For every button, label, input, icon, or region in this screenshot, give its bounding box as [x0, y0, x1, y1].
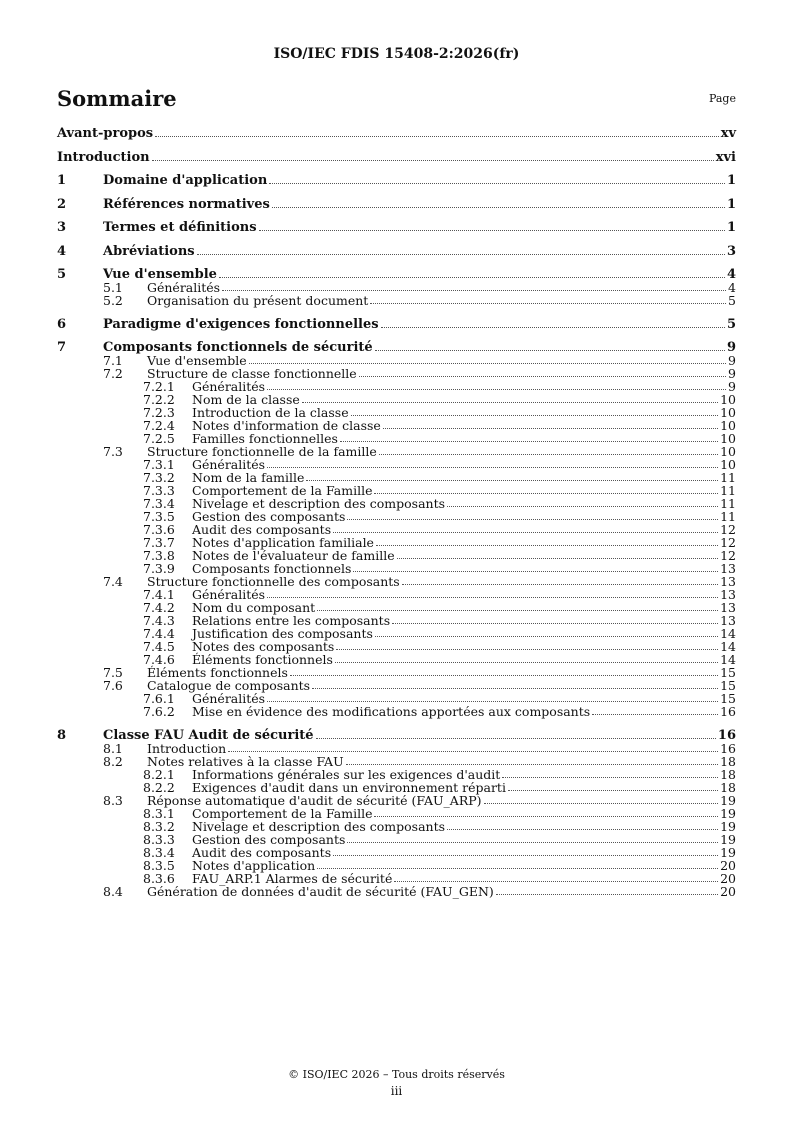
toc-entry-page: 4	[728, 280, 736, 295]
toc-leader-dots	[502, 776, 718, 778]
toc-entry-page: 9	[728, 353, 736, 368]
toc-entry-title: Informations générales sur les exigences d'audit	[192, 766, 501, 782]
toc-leader-dots	[484, 802, 719, 804]
toc-entry-number: 7.3.8	[143, 548, 175, 563]
toc-entry-page: 9	[728, 379, 736, 394]
toc-entry-number: 8	[57, 727, 67, 743]
toc-leader-dots	[379, 453, 718, 455]
toc-entry[interactable]	[57, 245, 736, 258]
toc-leader-dots	[375, 635, 718, 637]
toc-entry-number: 1	[57, 173, 67, 188]
toc-entry[interactable]	[57, 755, 736, 768]
toc-entry-page: 10	[720, 431, 736, 446]
toc-entry[interactable]	[57, 833, 736, 846]
page-column-label: Page	[708, 92, 736, 105]
toc-entry-number: 7.2.3	[143, 405, 175, 420]
toc-entry-number: 7.1	[103, 353, 123, 368]
toc-entry-number: 7.4	[103, 574, 123, 589]
toc-entry-title: Audit des composants	[192, 844, 332, 860]
toc-entry-number: 7.4.1	[143, 587, 175, 602]
toc-entry-page: 14	[720, 626, 736, 641]
toc-entry-page: 5	[726, 316, 736, 332]
toc-entry-page: 18	[720, 766, 736, 782]
toc-entry[interactable]	[57, 198, 736, 211]
toc-entry-number: 8.3.5	[143, 857, 175, 873]
toc-entry-title: Structure fonctionnelle des composants	[147, 574, 400, 589]
toc-entry-title: Nivelage et description des composants	[192, 496, 446, 511]
toc-entry-title: FAU_ARP.1 Alarmes de sécurité	[192, 870, 393, 886]
toc-entry-number: 7.4.4	[143, 626, 175, 641]
toc-entry-title: Éléments fonctionnels	[147, 665, 288, 680]
toc-entry-title: Vue d'ensemble	[103, 267, 217, 282]
toc-entry-title: Composants fonctionnels	[192, 561, 352, 576]
toc-entry-number: 7.3.4	[143, 496, 175, 511]
toc-leader-dots	[269, 182, 725, 184]
toc-entry-number: 8.3.2	[143, 818, 175, 834]
toc-leader-dots	[317, 609, 718, 611]
toc-leader-dots	[249, 362, 726, 364]
toc-entry-page: 3	[726, 243, 736, 259]
toc-leader-dots	[447, 828, 718, 830]
toc-entry-title: Audit des composants	[192, 522, 332, 537]
toc-entry-title: Notes d'application	[192, 857, 316, 873]
toc-entry-page: 16	[717, 727, 736, 743]
toc-entry-page: 13	[720, 587, 736, 602]
toc-entry-number: 2	[57, 196, 67, 212]
toc-entry-page: 19	[720, 818, 736, 834]
toc-leader-dots	[272, 206, 725, 208]
toc-entry-page: 10	[720, 444, 736, 459]
toc-entry-title: Notes relatives à la classe FAU	[147, 753, 344, 769]
toc-leader-dots	[383, 427, 718, 429]
toc-entry-title: Exigences d'audit dans un environnement réparti	[192, 779, 506, 795]
toc-entry-page: 14	[720, 639, 736, 654]
toc-leader-dots	[592, 713, 718, 715]
toc-entry-page: 9	[728, 366, 736, 381]
toc-entry[interactable]	[57, 221, 736, 234]
toc-entry-page: 15	[720, 691, 736, 706]
toc-leader-dots	[336, 648, 718, 650]
toc-leader-dots	[259, 229, 725, 231]
document-header: ISO/IEC FDIS 15408-2:2026(fr)	[273, 46, 520, 62]
toc-entry-number: 7.2.5	[143, 431, 175, 446]
toc-entry[interactable]	[57, 846, 736, 859]
toc-entry-page: 16	[720, 704, 736, 719]
toc-entry-title: Généralités	[147, 280, 221, 295]
toc-entry-page: 19	[720, 844, 736, 860]
toc-entry-number: 4	[57, 243, 67, 259]
toc-entry-title: Termes et définitions	[103, 220, 257, 235]
toc-entry-title: Structure fonctionnelle de la famille	[147, 444, 377, 459]
toc-entry[interactable]	[57, 807, 736, 820]
toc-entry-page: 15	[720, 678, 736, 693]
toc-entry-page: 9	[726, 340, 736, 355]
toc-entry-number: 8.3	[103, 792, 123, 808]
toc-entry-number: 8.3.1	[143, 805, 175, 821]
toc-leader-dots	[267, 596, 718, 598]
toc-entry-title: Notes de l'évaluateur de famille	[192, 548, 395, 563]
toc-leader-dots	[152, 159, 714, 161]
toc-entry-number: 8.1	[103, 740, 123, 756]
toc-leader-dots	[347, 518, 718, 520]
toc-entry[interactable]	[57, 294, 736, 307]
toc-entry-number: 7.5	[103, 665, 123, 680]
toc-entry-page: 12	[720, 535, 736, 550]
toc-entry[interactable]	[57, 872, 736, 885]
toc-entry-title: Familles fonctionnelles	[192, 431, 338, 446]
toc-entry-title: Classe FAU Audit de sécurité	[103, 727, 314, 743]
toc-entry-page: 11	[720, 483, 736, 498]
toc-entry-title: Généralités	[192, 457, 266, 472]
toc-entry-page: 10	[720, 392, 736, 407]
toc-entry-number: 8.2.1	[143, 766, 175, 782]
toc-entry-number: 8.2	[103, 753, 123, 769]
toc-entry-title: Nom du composant	[192, 600, 316, 615]
toc-entry[interactable]	[57, 127, 736, 140]
toc-entry[interactable]	[57, 742, 736, 755]
toc-leader-dots	[394, 880, 718, 882]
toc-leader-dots	[267, 466, 718, 468]
toc-entry-page: 20	[720, 857, 736, 873]
toc-entry[interactable]	[57, 885, 736, 898]
toc-entry-page: 19	[720, 805, 736, 821]
toc-entry-title: Introduction de la classe	[192, 405, 349, 420]
toc-leader-dots	[353, 570, 718, 572]
toc-entry-page: 13	[720, 600, 736, 615]
toc-entry-number: 8.3.3	[143, 831, 175, 847]
toc-leader-dots	[402, 583, 718, 585]
toc-entry-page: 1	[726, 220, 736, 235]
toc-entry-title: Vue d'ensemble	[147, 353, 247, 368]
toc-entry-title: Nom de la famille	[192, 470, 305, 485]
toc-entry-title: Composants fonctionnels de sécurité	[103, 340, 373, 355]
toc-entry-page: 20	[720, 883, 736, 899]
page-title: Sommaire	[57, 86, 177, 111]
toc-leader-dots	[381, 326, 725, 328]
toc-leader-dots	[290, 674, 718, 676]
toc-entry-number: 3	[57, 220, 67, 235]
toc-leader-dots	[359, 375, 726, 377]
toc-entry-number: 5.2	[103, 293, 123, 308]
toc-leader-dots	[351, 414, 718, 416]
toc-entry-title: Introduction	[147, 740, 227, 756]
toc-entry-number: 7.3.9	[143, 561, 175, 576]
toc-entry-title: Relations entre les composants	[192, 613, 391, 628]
toc-entry-page: 19	[720, 792, 736, 808]
toc-entry-title: Structure de classe fonctionnelle	[147, 366, 357, 381]
toc-entry-title: Gestion des composants	[192, 509, 346, 524]
toc-entry[interactable]	[57, 729, 736, 742]
toc-entry-title: Abréviations	[103, 243, 195, 259]
toc-entry-page: 15	[720, 665, 736, 680]
toc-entry-title: Notes d'information de classe	[192, 418, 381, 433]
toc-entry-number: 7.4.2	[143, 600, 175, 615]
table-of-contents	[57, 127, 736, 898]
toc-entry-page: 10	[720, 418, 736, 433]
toc-entry-title: Nivelage et description des composants	[192, 818, 446, 834]
toc-leader-dots	[374, 492, 718, 494]
toc-entry-title: Génération de données d'audit de sécurité (FAU_GEN)	[147, 883, 494, 899]
toc-leader-dots	[376, 544, 718, 546]
toc-entry-number: 7.4.5	[143, 639, 175, 654]
page-number: iii	[390, 1084, 403, 1098]
toc-entry-page: 11	[720, 496, 736, 511]
toc-entry[interactable]	[57, 859, 736, 872]
toc-entry-title: Gestion des composants	[192, 831, 346, 847]
toc-entry-title: Domaine d'application	[103, 173, 268, 188]
toc-entry[interactable]	[57, 781, 736, 794]
toc-entry-title: Introduction	[57, 149, 150, 165]
toc-leader-dots	[317, 867, 718, 869]
toc-entry-page: 20	[720, 870, 736, 886]
toc-entry-number: 7.3.7	[143, 535, 175, 550]
toc-entry-page: 16	[720, 740, 736, 756]
toc-entry-title: Références normatives	[103, 196, 270, 212]
toc-leader-dots	[370, 302, 726, 304]
toc-leader-dots	[340, 440, 718, 442]
toc-entry-title: Nom de la classe	[192, 392, 300, 407]
title-row	[57, 86, 736, 112]
toc-entry-title: Généralités	[192, 587, 266, 602]
toc-entry-number: 7.4.3	[143, 613, 175, 628]
toc-entry-number: 7.3	[103, 444, 123, 459]
toc-entry[interactable]	[57, 151, 736, 164]
toc-entry-number: 7.3.1	[143, 457, 175, 472]
toc-entry-page: 11	[720, 470, 736, 485]
toc-leader-dots	[222, 289, 726, 291]
toc-entry-number: 7.2.2	[143, 392, 175, 407]
toc-leader-dots	[219, 276, 725, 278]
toc-leader-dots	[155, 135, 719, 137]
toc-entry[interactable]	[57, 768, 736, 781]
toc-entry-number: 7.2.4	[143, 418, 175, 433]
toc-entry-number: 8.4	[103, 883, 123, 899]
toc-entry-page: xvi	[715, 149, 736, 165]
toc-entry-title: Avant-propos	[57, 126, 154, 141]
toc-leader-dots	[228, 750, 718, 752]
toc-leader-dots	[392, 622, 718, 624]
toc-entry-number: 5.1	[103, 280, 123, 295]
toc-leader-dots	[316, 737, 716, 739]
toc-entry-title: Comportement de la Famille	[192, 483, 373, 498]
toc-leader-dots	[335, 661, 718, 663]
toc-entry-number: 7.2	[103, 366, 123, 381]
toc-entry[interactable]	[57, 794, 736, 807]
page-footer	[0, 1067, 793, 1099]
toc-entry-page: 5	[728, 293, 736, 308]
toc-entry-title: Notes des composants	[192, 639, 335, 654]
toc-entry-page: 13	[720, 613, 736, 628]
toc-entry-page: xv	[720, 126, 736, 141]
toc-entry-number: 7.4.6	[143, 652, 175, 667]
toc-entry[interactable]	[57, 174, 736, 187]
toc-entry-title: Justification des composants	[192, 626, 373, 641]
toc-entry[interactable]	[57, 705, 736, 718]
toc-entry-title: Comportement de la Famille	[192, 805, 373, 821]
toc-entry-page: 19	[720, 831, 736, 847]
toc-entry-number: 7.2.1	[143, 379, 175, 394]
toc-entry-page: 11	[720, 509, 736, 524]
toc-leader-dots	[397, 557, 718, 559]
toc-entry-page: 18	[720, 779, 736, 795]
toc-leader-dots	[374, 815, 718, 817]
toc-entry-number: 7.3.6	[143, 522, 175, 537]
toc-leader-dots	[312, 687, 718, 689]
toc-leader-dots	[496, 893, 718, 895]
toc-entry-number: 7.3.5	[143, 509, 175, 524]
toc-leader-dots	[333, 854, 718, 856]
toc-leader-dots	[375, 349, 725, 351]
toc-entry-number: 8.2.2	[143, 779, 175, 795]
toc-entry-page: 13	[720, 574, 736, 589]
toc-entry-number: 6	[57, 316, 67, 332]
toc-entry-number: 7.3.3	[143, 483, 175, 498]
toc-entry-number: 7.3.2	[143, 470, 175, 485]
toc-leader-dots	[302, 401, 718, 403]
toc-entry-title: Organisation du présent document	[147, 293, 369, 308]
toc-entry-number: 7.6.1	[143, 691, 175, 706]
toc-entry-title: Mise en évidence des modifications apportées aux composants	[192, 704, 591, 719]
toc-entry-title: Réponse automatique d'audit de sécurité (FAU_ARP)	[147, 792, 482, 808]
toc-entry-page: 1	[726, 196, 736, 212]
toc-entry-page: 12	[720, 522, 736, 537]
toc-entry-page: 1	[726, 173, 736, 188]
toc-leader-dots	[333, 531, 718, 533]
toc-entry-title: Éléments fonctionnels	[192, 652, 333, 667]
toc-leader-dots	[346, 763, 718, 765]
toc-entry-page: 14	[720, 652, 736, 667]
toc-leader-dots	[267, 700, 718, 702]
toc-entry-title: Paradigme d'exigences fonctionnelles	[103, 316, 379, 332]
toc-entry-number: 5	[57, 267, 67, 282]
toc-leader-dots	[197, 253, 725, 255]
toc-entry[interactable]	[57, 318, 736, 331]
toc-entry-page: 4	[726, 267, 736, 282]
copyright-notice: © ISO/IEC 2026 – Tous droits réservés	[288, 1068, 505, 1081]
toc-entry-page: 10	[720, 405, 736, 420]
toc-entry-page: 12	[720, 548, 736, 563]
toc-entry-number: 7	[57, 340, 67, 355]
toc-entry-number: 7.6.2	[143, 704, 175, 719]
toc-entry-number: 8.3.4	[143, 844, 175, 860]
toc-leader-dots	[267, 388, 726, 390]
toc-entry-title: Généralités	[192, 379, 266, 394]
toc-entry[interactable]	[57, 820, 736, 833]
toc-entry-page: 10	[720, 457, 736, 472]
toc-entry-title: Généralités	[192, 691, 266, 706]
toc-entry-page: 18	[720, 753, 736, 769]
toc-leader-dots	[447, 505, 718, 507]
toc-leader-dots	[347, 841, 718, 843]
toc-entry-page: 13	[720, 561, 736, 576]
toc-leader-dots	[306, 479, 718, 481]
toc-entry-number: 7.6	[103, 678, 123, 693]
toc-leader-dots	[508, 789, 718, 791]
toc-entry-number: 8.3.6	[143, 870, 175, 886]
toc-entry-title: Notes d'application familiale	[192, 535, 374, 550]
toc-entry-title: Catalogue de composants	[147, 678, 311, 693]
